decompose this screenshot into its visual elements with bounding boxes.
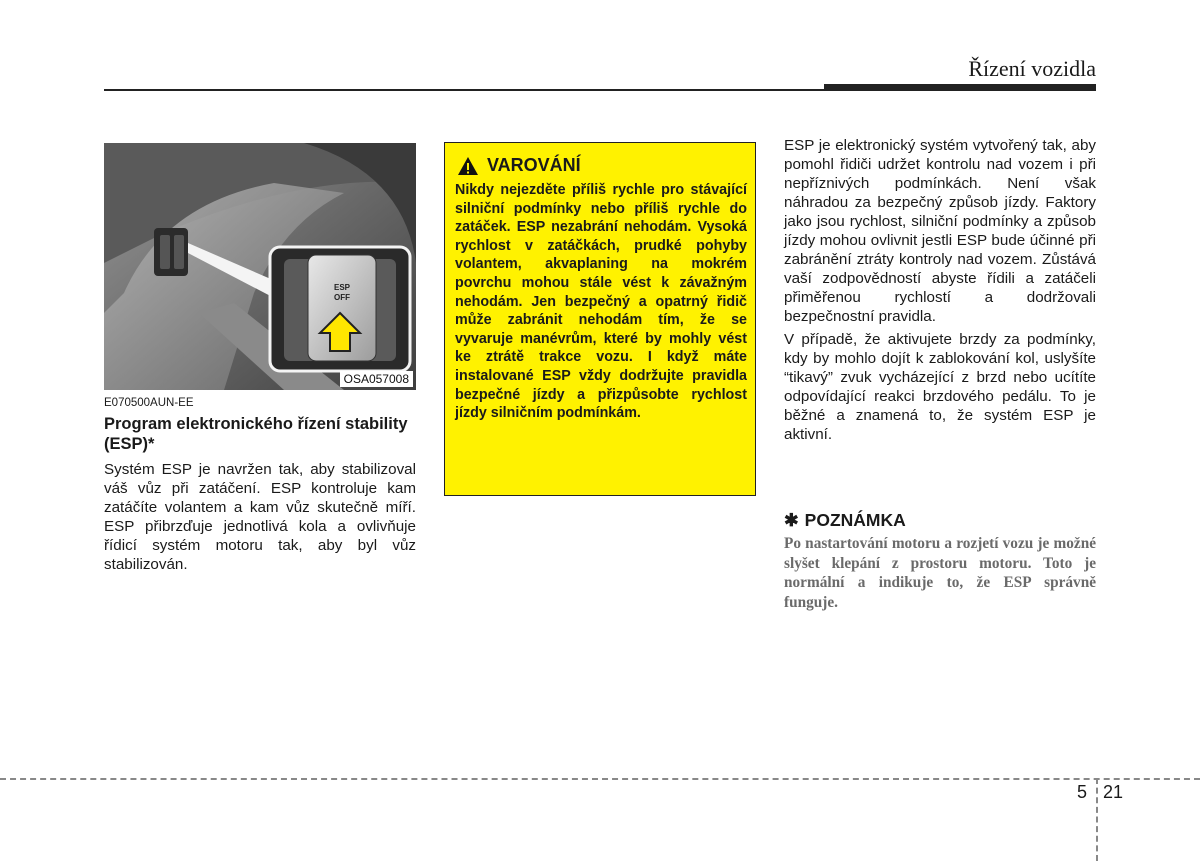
warning-triangle-icon — [457, 156, 479, 176]
chapter-number: 5 — [1077, 782, 1088, 802]
footer-vertical-rule — [1096, 778, 1098, 861]
note-heading — [784, 510, 906, 531]
warning-heading — [457, 155, 581, 176]
note-body: Po nastartování motoru a rozjetí vozu je možné slyšet klepání z prostoru motoru. Toto je normální a indikuje to, že ESP správně funguje. — [784, 535, 1096, 611]
warning-body: Nikdy nejezděte příliš rychle pro stávající silniční podmínky nebo příliš rychle do zatáček. ESP nezabrání nehodám. Vysoká rychlost v zatáčkách, prudké pohyby volantem, akvaplaning na mokrém povrchu mohou stále vést k závažným nehodám. Jen bezpečný a opatrný řidič může zabránit nehodám tím, že se vyvaruje manévrům, které by mohly vést ke ztrátě trakce vozu. I když máte instalované ESP vždy dodržujte pravidla bezpečné jízdy a přizpůsobte rychlost jízdy silničním podmínkám. — [455, 182, 747, 422]
esp-label-line1: ESP — [333, 283, 351, 292]
dashboard-illustration — [104, 143, 416, 390]
page-header-title: Řízení vozidla — [968, 56, 1096, 81]
page-number: 21 — [1103, 782, 1124, 802]
note-asterisk-icon: ✱ — [784, 510, 799, 530]
esp-button-photo — [104, 143, 416, 390]
warning-box — [444, 142, 756, 496]
warning-heading-text: VAROVÁNÍ — [487, 155, 581, 175]
photo-code: OSA057008 — [340, 371, 413, 387]
esp-description — [784, 136, 1096, 444]
esp-paragraph-2: V případě, že aktivujete brzdy za podmínky, kdy by mohlo dojít k zablokování kol, uslyšíte “tikavý” zvuk vycházející z brzd nebo ucítíte odpovídající reakci brzdového pedálu. To je běžné a znamená to, že systém ESP je aktivní. — [784, 331, 1096, 443]
esp-label-line2: OFF — [334, 293, 350, 302]
section-title: Program elektronického řízení stability (ESP)* — [104, 415, 408, 453]
footer-dashed-rule — [0, 778, 1200, 780]
header-rule — [104, 89, 1096, 91]
section-body: Systém ESP je navržen tak, aby stabilizoval váš vůz při zatáčení. ESP kontroluje kam zatáčíte volantem a kam vůz skutečně míří. ESP přibrzďuje jednotlivá kola a ovlivňuje řídicí systém motoru tak, aby byl vůz stabilizován. — [104, 461, 416, 573]
esp-paragraph-1: ESP je elektronický systém vytvořený tak, aby pomohl řidiči udržet kontrolu nad vozem i při nepříznivých podmínkách. Není však náhradou za bezpečný způsob jízdy. Faktory jako jsou rychlost, silniční podmínky a způsob jízdy mohou ovlivnit jestli ESP bude účinné při zabránění ztráty kontroly nad vozem. Zůstává vaší zodpovědností abyste řídili a zatáčeli přiměřenou rychlostí a dodržovali bezpečnostní pravidla. — [784, 137, 1096, 325]
note-heading-text: POZNÁMKA — [804, 510, 906, 530]
section-code: E070500AUN-EE — [104, 397, 194, 409]
